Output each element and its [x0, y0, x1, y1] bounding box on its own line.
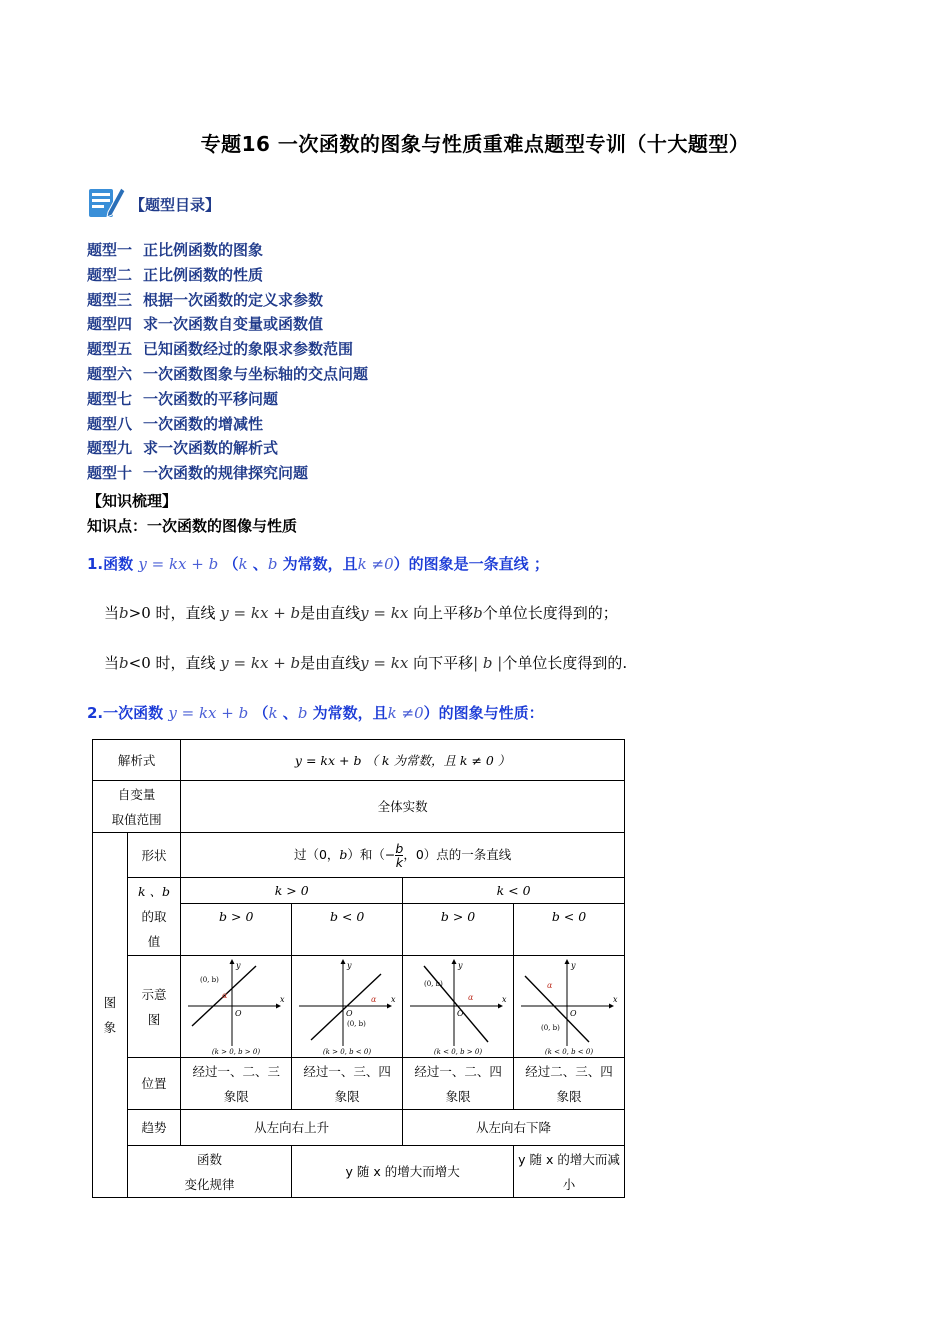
toc-item-number: 题型三 — [87, 290, 133, 309]
k-negative: k < 0 — [403, 878, 625, 904]
intercept-label: (0, b) — [200, 975, 220, 984]
toc-item-number: 题型八 — [87, 414, 133, 433]
b-negative-1: b < 0 — [292, 904, 403, 956]
toc-item-text: 求一次函数的解析式 — [143, 439, 279, 458]
x-arrow — [609, 1003, 614, 1008]
rule-label: 函数 变化规律 — [127, 1146, 291, 1198]
b-positive-2: b > 0 — [403, 904, 514, 956]
graph-cell-3 — [403, 956, 514, 1058]
x-axis-label: x — [613, 994, 618, 1004]
expression-value: y = kx + b （ k 为常数，且 k ≠ 0 ） — [181, 740, 625, 781]
table-row — [93, 833, 625, 878]
position-4: 经过二、三、四 象限 — [514, 1058, 625, 1110]
graph-k-neg-b-neg — [517, 958, 621, 1056]
angle-label: α — [468, 992, 474, 1002]
graph-cell-4 — [514, 956, 625, 1058]
y-axis-label: y — [236, 960, 241, 970]
intercept-label: (0, b) — [424, 979, 443, 988]
y-axis-label: y — [458, 960, 463, 970]
intercept-label: (0, b) — [347, 1019, 366, 1028]
y-axis-label: y — [571, 960, 576, 970]
b-negative-2: b < 0 — [514, 904, 625, 956]
fraction: $\frac{b}{k}$ — [395, 840, 404, 870]
toc-item[interactable] — [87, 413, 368, 438]
toc-item-text: 一次函数图象与坐标轴的交点问题 — [143, 364, 369, 383]
toc-item[interactable] — [87, 313, 368, 338]
y-axis-label: y — [347, 960, 352, 970]
x-axis-label: x — [391, 994, 396, 1004]
toc-item[interactable] — [87, 462, 368, 487]
page-title: 专题16 一次函数的图象与性质重难点题型专训（十大题型） — [200, 132, 750, 156]
rule-decrease: y 随 x 的增大而减小 — [514, 1146, 625, 1198]
graph-caption: (k < 0, b < 0) — [544, 1047, 594, 1056]
graph-k-pos-b-pos — [184, 958, 288, 1056]
notebook-pencil-icon — [86, 182, 126, 222]
origin-label: O — [457, 1008, 464, 1018]
toc-item[interactable] — [87, 363, 368, 388]
position-label: 位置 — [127, 1058, 181, 1110]
b-positive-1: b > 0 — [181, 904, 292, 956]
y-arrow — [565, 959, 570, 964]
toc-item[interactable] — [87, 239, 368, 264]
toc-item-number: 题型一 — [87, 241, 133, 259]
properties-table — [92, 739, 625, 1198]
toc-item-text: 一次函数的平移问题 — [143, 389, 279, 408]
graph-caption: (k > 0, b > 0) — [212, 1047, 261, 1056]
function-line — [311, 974, 381, 1040]
table-row — [93, 1058, 625, 1110]
position-1: 经过一、二、三 象限 — [181, 1058, 292, 1110]
table-row — [93, 740, 625, 781]
toc-item-text: 正比例函数的图象 — [143, 241, 264, 259]
table-row — [93, 1146, 625, 1198]
k-positive: k > 0 — [181, 878, 403, 904]
table-row — [93, 878, 625, 904]
position-3: 经过一、二、四 象限 — [403, 1058, 514, 1110]
y-arrow — [452, 959, 457, 964]
domain-label: 自变量 取值范围 — [93, 781, 181, 833]
toc-item-text: 一次函数的规律探究问题 — [143, 464, 309, 483]
toc-item-text: 根据一次函数的定义求参数 — [143, 290, 324, 309]
table-row — [93, 1110, 625, 1146]
table-row — [93, 956, 625, 1058]
table-row — [93, 781, 625, 833]
toc-item-number: 题型四 — [87, 315, 133, 334]
sketch-label: 示意 图 — [127, 956, 181, 1058]
toc-list — [87, 239, 368, 487]
trend-down: 从左向右下降 — [403, 1110, 625, 1146]
translate-down-line: 当b<0 时，直线 y = kx + b是由直线y = kx 向下平移| b |个单位长度得到的. — [104, 654, 628, 672]
angle-label: α — [371, 994, 377, 1004]
toc-item-number: 题型二 — [87, 265, 133, 284]
kb-label: k 、b 的取 值 — [127, 878, 181, 956]
toc-item-number: 题型十 — [87, 464, 133, 483]
origin-label: O — [235, 1008, 242, 1018]
toc-item-text: 求一次函数自变量或函数值 — [143, 315, 324, 334]
toc-item[interactable] — [87, 338, 368, 363]
item-1: 1.函数 y = kx + b （k 、b 为常数，且k ≠0）的图象是一条直线 ； — [87, 555, 549, 573]
graph-caption: (k > 0, b < 0) — [323, 1047, 372, 1056]
translate-up-line: 当b>0 时，直线 y = kx + b是由直线y = kx 向上平移b个单位长度得到的； — [104, 604, 618, 622]
toc-item[interactable] — [87, 289, 368, 314]
function-line — [424, 966, 488, 1042]
angle-label: α — [547, 980, 553, 990]
graph-k-pos-b-neg — [295, 958, 399, 1056]
shape-value: 过（0，b）和（− $\frac{b}{k}$ ，0）点的一条直线 — [181, 833, 625, 878]
toc-header — [86, 182, 220, 222]
toc-item[interactable] — [87, 264, 368, 289]
toc-item-number: 题型七 — [87, 389, 133, 408]
shape-label: 形状 — [127, 833, 181, 878]
angle-label: α — [222, 990, 228, 1000]
graph-cell-2 — [292, 956, 403, 1058]
trend-up: 从左向右上升 — [181, 1110, 403, 1146]
graph-k-neg-b-pos — [406, 958, 510, 1056]
function-line — [525, 976, 589, 1042]
toc-item-text: 一次函数的增减性 — [143, 414, 264, 433]
graph-caption: (k < 0, b > 0) — [433, 1047, 483, 1056]
knowledge-point: 知识点：一次函数的图像与性质 — [87, 517, 298, 535]
toc-item-text: 正比例函数的性质 — [143, 265, 264, 284]
knowledge-heading: 【知识梳理】 — [87, 492, 178, 510]
toc-item-number: 题型六 — [87, 364, 133, 383]
x-axis-label: x — [280, 994, 285, 1004]
x-arrow — [498, 1003, 503, 1008]
toc-item[interactable] — [87, 388, 368, 413]
graph-side-label: 图 象 — [93, 833, 128, 1198]
toc-item-number: 题型五 — [87, 340, 133, 359]
trend-label: 趋势 — [127, 1110, 181, 1146]
y-arrow — [341, 959, 346, 964]
position-2: 经过一、三、四 象限 — [292, 1058, 403, 1110]
toc-item-number: 题型九 — [87, 439, 133, 458]
origin-label: O — [570, 1008, 577, 1018]
origin-label: O — [346, 1008, 353, 1018]
graph-cell-1 — [181, 956, 292, 1058]
toc-heading: 【题型目录】 — [130, 195, 221, 214]
toc-item-text: 已知函数经过的象限求参数范围 — [143, 340, 354, 359]
expression-label: 解析式 — [93, 740, 181, 781]
y-arrow — [230, 959, 235, 964]
x-arrow — [387, 1003, 392, 1008]
x-axis-label: x — [502, 994, 507, 1004]
item-2: 2.一次函数 y = kx + b （k 、b 为常数，且k ≠0）的图象与性质： — [87, 704, 544, 722]
rule-increase: y 随 x 的增大而增大 — [292, 1146, 514, 1198]
domain-value: 全体实数 — [181, 781, 625, 833]
x-arrow — [276, 1003, 281, 1008]
intercept-label: (0, b) — [541, 1023, 560, 1032]
toc-item[interactable] — [87, 437, 368, 462]
